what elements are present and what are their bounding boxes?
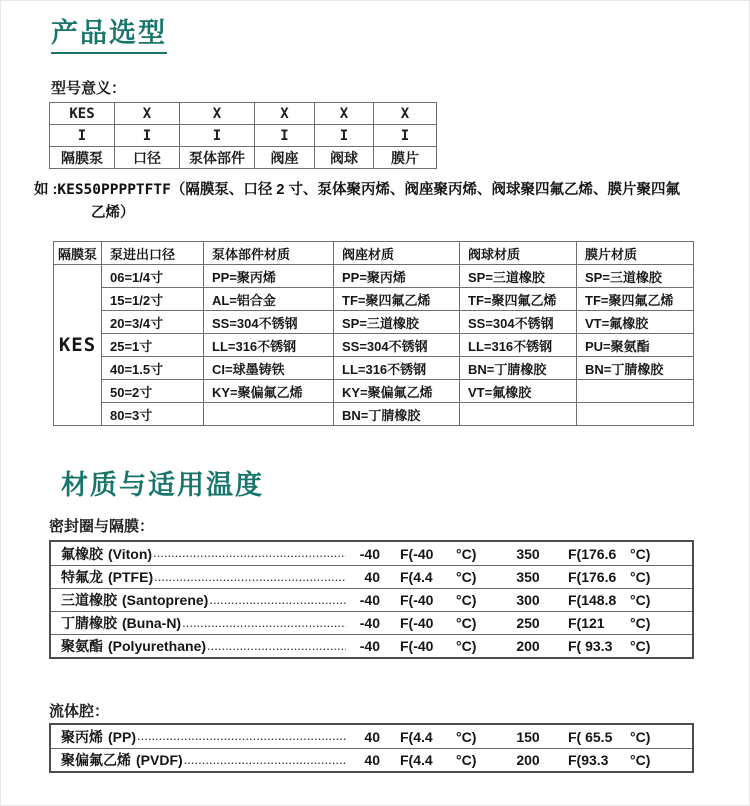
model-code-cell: KES [50,103,115,125]
model-code-cell: X [315,103,374,125]
example-prefix: 如 : [34,182,58,198]
max-temp-unit: °C) [630,592,651,608]
diaphragm-material-cell: SP=三道橡胶 [577,265,694,288]
seat-material-cell: BN=丁腈橡胶 [334,403,460,426]
max-temp-unit: °C) [630,545,651,562]
min-temp-unit: °C) [456,728,477,745]
min-temp-f: -40 [359,615,380,631]
seat-material-cell: KY=聚偏氟乙烯 [334,380,460,403]
port-size-cell: 20=3/4寸 [102,311,204,334]
model-connector-cell: I [255,125,315,147]
body-material-cell: CI=球墨铸铁 [204,357,334,380]
selection-row [54,334,694,357]
min-temp-unit: °C) [456,752,477,768]
dot-leader [154,569,346,584]
selection-row [54,403,694,426]
max-temp-c: F( 65.5 [568,728,613,745]
min-temp-f: 40 [364,728,380,745]
diaphragm-material-cell [577,403,694,426]
ball-material-cell: BN=丁腈橡胶 [460,357,577,380]
min-temp-f: 40 [364,752,380,768]
max-temp-f: 350 [516,545,540,562]
model-part-cell: 泵体部件 [180,147,255,169]
min-temp-unit: °C) [456,545,477,562]
max-temp-f: 300 [516,592,540,608]
max-temp-c: F(121 [568,615,605,631]
min-temp-c: F(-40 [400,615,434,631]
model-part-row [50,147,437,169]
max-temp-c: F(93.3 [568,752,609,768]
min-temp-f: -40 [359,545,380,562]
max-temp-unit: °C) [630,728,651,745]
min-temp-unit: °C) [456,569,477,585]
selection-row [54,288,694,311]
diaphragm-material-cell: TF=聚四氟乙烯 [577,288,694,311]
model-connector-cell: I [315,125,374,147]
selection-row [54,265,694,288]
max-temp-f: 350 [516,569,540,585]
body-material-cell [204,403,334,426]
series-code-cell: KES [54,265,102,426]
seat-material-cell: TF=聚四氟乙烯 [334,288,460,311]
model-connector-cell: I [374,125,437,147]
model-meaning-label: 型号意义： [51,80,127,97]
dot-leader [209,592,346,607]
max-temp-unit: °C) [630,752,651,768]
max-temp-unit: °C) [630,638,651,654]
selection-row [54,311,694,334]
min-temp-c: F(-40 [400,638,434,654]
diaphragm-material-cell [577,380,694,403]
seat-material-cell: PP=聚丙烯 [334,265,460,288]
page-title: 产品选型 [51,11,167,54]
max-temp-c: F( 93.3 [568,638,613,654]
model-example-text [34,179,686,225]
header-port-size: 泵进出口径 [102,242,204,265]
ball-material-cell: SP=三道橡胶 [460,265,577,288]
seat-material-cell: SS=304不锈钢 [334,334,460,357]
min-temp-f: -40 [359,638,380,654]
model-connector-cell: I [180,125,255,147]
material-name-en: (PVDF) [136,752,183,768]
selection-row [54,357,694,380]
port-size-cell: 25=1寸 [102,334,204,357]
port-size-cell: 15=1/2寸 [102,288,204,311]
material-temp-row [51,725,692,748]
material-name-en: (Polyurethane) [108,638,207,654]
port-size-cell: 06=1/4寸 [102,265,204,288]
dot-leader [184,752,346,767]
model-code-row [50,103,437,125]
material-temp-row [51,634,692,657]
min-temp-c: F(-40 [400,592,434,608]
min-temp-f: -40 [359,592,380,608]
model-code-cell: X [255,103,315,125]
header-body-material: 泵体部件材质 [204,242,334,265]
min-temp-unit: °C) [456,638,477,654]
seat-material-cell: LL=316不锈钢 [334,357,460,380]
model-part-cell: 阀座 [255,147,315,169]
material-name-cn: 丁腈橡胶 [61,615,117,631]
diaphragm-material-cell: VT=氟橡胶 [577,311,694,334]
seal-diaphragm-label: 密封圈与隔膜： [49,518,155,535]
max-temp-f: 200 [516,752,540,768]
material-name-cn: 特氟龙 [61,569,103,585]
header-ball-material: 阀球材质 [460,242,577,265]
ball-material-cell: SS=304不锈钢 [460,311,577,334]
dot-leader [153,545,346,560]
seal-temperature-table [49,540,694,659]
material-name-cn: 聚偏氟乙烯 [61,752,131,768]
max-temp-unit: °C) [630,615,651,631]
max-temp-c: F(176.6 [568,569,617,585]
ball-material-cell [460,403,577,426]
material-name-cn: 三道橡胶 [61,592,117,608]
material-name-cn: 氟橡胶 [61,545,103,562]
body-material-cell: AL=铝合金 [204,288,334,311]
port-size-cell: 80=3寸 [102,403,204,426]
model-connector-cell: I [115,125,180,147]
dot-leader [182,615,346,630]
material-name-en: (PTFE) [108,569,154,585]
fluid-chamber-label: 流体腔： [49,703,110,720]
body-material-cell: PP=聚丙烯 [204,265,334,288]
material-name-cn: 聚氨酯 [61,638,103,654]
min-temp-f: 40 [364,569,380,585]
model-code-table [49,102,437,169]
material-name-en: (Buna-N) [122,615,182,631]
selection-table [53,241,694,426]
port-size-cell: 50=2寸 [102,380,204,403]
diaphragm-material-cell: BN=丁腈橡胶 [577,357,694,380]
max-temp-c: F(148.8 [568,592,617,608]
material-temp-row [51,565,692,588]
model-part-cell: 隔膜泵 [50,147,115,169]
min-temp-c: F(4.4 [400,569,433,585]
ball-material-cell: VT=氟橡胶 [460,380,577,403]
example-model-code: KES50PPPPTFTF [57,182,171,198]
min-temp-unit: °C) [456,615,477,631]
material-name-en: (Viton) [108,545,153,562]
material-name-cn: 聚丙烯 [61,728,103,745]
seat-material-cell: SP=三道橡胶 [334,311,460,334]
body-material-cell: SS=304不锈钢 [204,311,334,334]
model-connector-row [50,125,437,147]
dot-leader [137,728,346,743]
dot-leader [207,638,346,653]
model-part-cell: 阀球 [315,147,374,169]
ball-material-cell: LL=316不锈钢 [460,334,577,357]
min-temp-c: F(4.4 [400,728,433,745]
fluid-temperature-table [49,723,694,773]
material-name-en: (Santoprene) [122,592,209,608]
header-seat-material: 阀座材质 [334,242,460,265]
section-title-materials: 材质与适用温度 [61,470,264,500]
ball-material-cell: TF=聚四氟乙烯 [460,288,577,311]
body-material-cell: KY=聚偏氟乙烯 [204,380,334,403]
max-temp-f: 150 [516,728,540,745]
header-diaphragm-material: 膜片材质 [577,242,694,265]
model-connector-cell: I [50,125,115,147]
material-temp-row [51,748,692,771]
material-temp-row [51,611,692,634]
min-temp-c: F(4.4 [400,752,433,768]
max-temp-f: 200 [516,638,540,654]
min-temp-c: F(-40 [400,545,434,562]
diaphragm-material-cell: PU=聚氨酯 [577,334,694,357]
max-temp-f: 250 [516,615,540,631]
selection-header-row [54,242,694,265]
material-temp-row [51,542,692,565]
example-description: （隔膜泵、口径 2 寸、泵体聚丙烯、阀座聚丙烯、阀球聚四氟乙烯、膜片聚四氟乙烯） [91,182,680,221]
port-size-cell: 40=1.5寸 [102,357,204,380]
model-code-cell: X [374,103,437,125]
model-code-cell: X [115,103,180,125]
header-pump: 隔膜泵 [54,242,102,265]
material-name-en: (PP) [108,728,136,745]
model-part-cell: 膜片 [374,147,437,169]
selection-row [54,380,694,403]
max-temp-c: F(176.6 [568,545,617,562]
model-code-cell: X [180,103,255,125]
max-temp-unit: °C) [630,569,651,585]
material-temp-row [51,588,692,611]
model-part-cell: 口径 [115,147,180,169]
body-material-cell: LL=316不锈钢 [204,334,334,357]
min-temp-unit: °C) [456,592,477,608]
